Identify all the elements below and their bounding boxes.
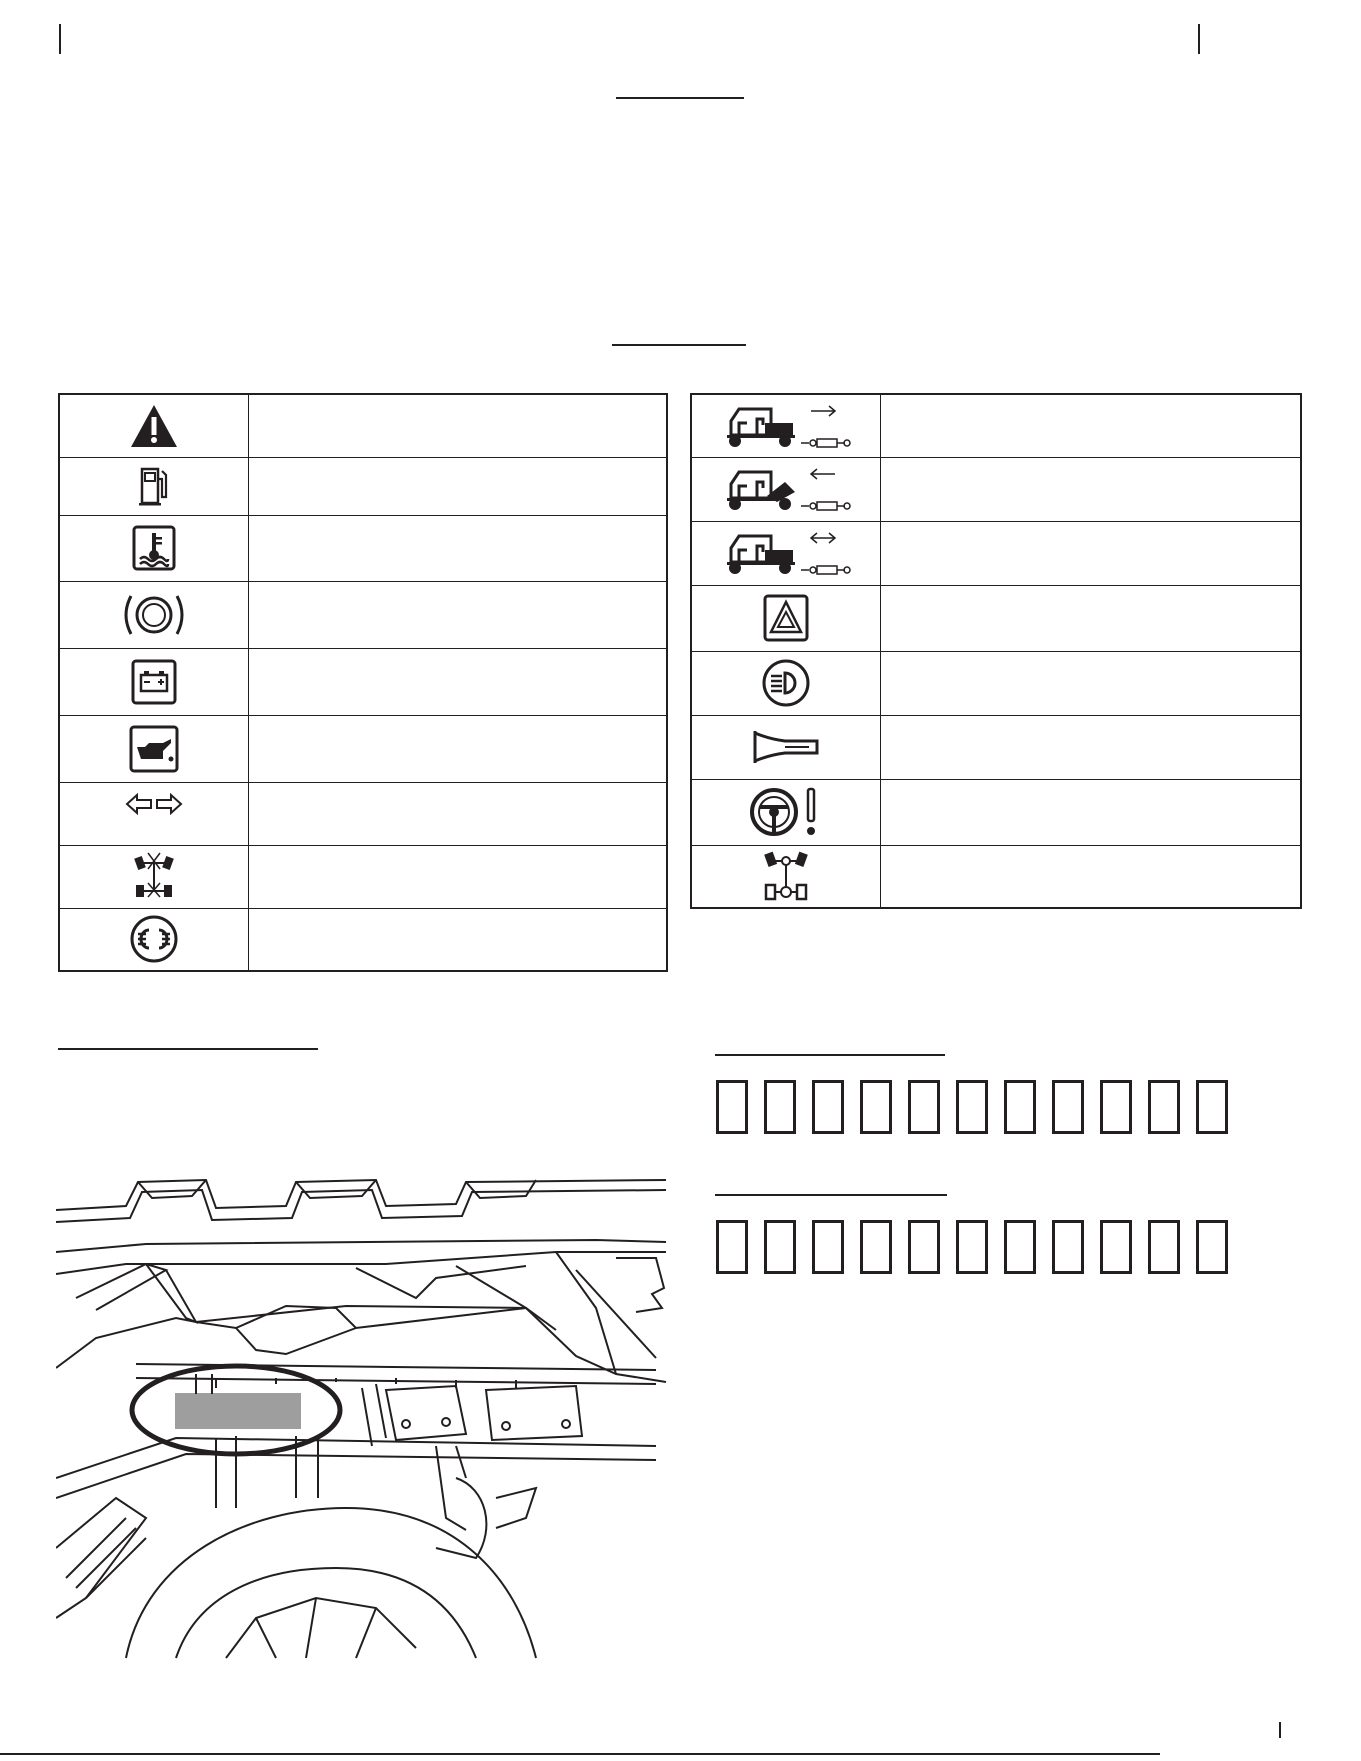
symbol-cell bbox=[691, 521, 881, 585]
hazard-icon bbox=[763, 594, 809, 642]
symbol-cell bbox=[59, 845, 249, 908]
symbol-cell bbox=[59, 394, 249, 457]
field-2-rule bbox=[715, 1194, 947, 1196]
field-1-char-boxes[interactable] bbox=[716, 1080, 1228, 1134]
table-row bbox=[59, 394, 667, 457]
char-box[interactable] bbox=[764, 1080, 796, 1134]
field-2-char-boxes[interactable] bbox=[716, 1220, 1228, 1274]
warning-icon bbox=[129, 403, 179, 449]
symbol-cell bbox=[691, 457, 881, 521]
char-box[interactable] bbox=[1100, 1220, 1132, 1274]
table-row bbox=[59, 515, 667, 581]
symbol-cell bbox=[59, 782, 249, 845]
symbol-label bbox=[881, 845, 1302, 908]
table-row bbox=[59, 581, 667, 648]
symbol-label bbox=[881, 521, 1302, 585]
header-title-rule bbox=[616, 97, 744, 99]
location-title-rule bbox=[58, 1048, 318, 1050]
crop-mark-top-left bbox=[59, 24, 61, 54]
section-title-rule bbox=[612, 344, 746, 346]
crop-mark-top-right bbox=[1198, 24, 1200, 54]
symbol-cell bbox=[691, 651, 881, 715]
symbol-cell bbox=[59, 648, 249, 715]
headlight-icon bbox=[129, 915, 179, 963]
table-row bbox=[59, 648, 667, 715]
horn-icon bbox=[751, 727, 821, 767]
symbol-label bbox=[249, 845, 668, 908]
symbol-label bbox=[249, 581, 668, 648]
table-row bbox=[691, 845, 1301, 908]
symbol-table-left bbox=[58, 393, 668, 972]
symbol-table-right bbox=[690, 393, 1302, 909]
table-row bbox=[59, 457, 667, 515]
symbol-cell bbox=[59, 515, 249, 581]
symbol-label bbox=[881, 651, 1302, 715]
symbol-label bbox=[881, 779, 1302, 845]
symbol-label bbox=[881, 457, 1302, 521]
char-box[interactable] bbox=[860, 1080, 892, 1134]
turn-signal-icon bbox=[125, 793, 183, 815]
char-box[interactable] bbox=[860, 1220, 892, 1274]
char-box[interactable] bbox=[812, 1220, 844, 1274]
dump-bed-lower-icon bbox=[721, 464, 851, 514]
table-row bbox=[59, 715, 667, 782]
char-box[interactable] bbox=[1196, 1080, 1228, 1134]
symbol-label bbox=[249, 715, 668, 782]
parking-brake-icon bbox=[119, 590, 189, 640]
differential-lock-icon bbox=[132, 851, 176, 903]
table-row bbox=[691, 651, 1301, 715]
char-box[interactable] bbox=[1148, 1220, 1180, 1274]
char-box[interactable] bbox=[956, 1080, 988, 1134]
symbol-label bbox=[249, 648, 668, 715]
char-box[interactable] bbox=[812, 1080, 844, 1134]
char-box[interactable] bbox=[716, 1080, 748, 1134]
four-wheel-drive-icon bbox=[762, 849, 810, 903]
char-box[interactable] bbox=[908, 1080, 940, 1134]
char-box[interactable] bbox=[1052, 1080, 1084, 1134]
symbol-label bbox=[249, 457, 668, 515]
oil-pressure-icon bbox=[129, 725, 179, 773]
field-1-rule bbox=[715, 1054, 945, 1056]
char-box[interactable] bbox=[1100, 1080, 1132, 1134]
table-row bbox=[691, 779, 1301, 845]
symbol-cell bbox=[59, 457, 249, 515]
char-box[interactable] bbox=[956, 1220, 988, 1274]
coolant-temperature-icon bbox=[132, 525, 176, 571]
char-box[interactable] bbox=[1004, 1220, 1036, 1274]
vehicle-underside-illustration bbox=[56, 1178, 672, 1660]
symbol-label bbox=[249, 782, 668, 845]
dump-bed-raise-lower-icon bbox=[721, 528, 851, 578]
table-row bbox=[691, 715, 1301, 779]
fuel-icon bbox=[136, 465, 172, 507]
symbol-cell bbox=[691, 845, 881, 908]
char-box[interactable] bbox=[1148, 1080, 1180, 1134]
char-box[interactable] bbox=[1196, 1220, 1228, 1274]
symbol-cell bbox=[59, 715, 249, 782]
bottom-rule bbox=[0, 1753, 1160, 1755]
high-beam-icon bbox=[761, 659, 811, 707]
dump-bed-raise-icon bbox=[721, 401, 851, 451]
table-row bbox=[59, 782, 667, 845]
table-row bbox=[59, 908, 667, 971]
symbol-cell bbox=[59, 908, 249, 971]
symbol-cell bbox=[691, 715, 881, 779]
table-row bbox=[691, 521, 1301, 585]
symbol-cell bbox=[691, 394, 881, 457]
char-box[interactable] bbox=[716, 1220, 748, 1274]
symbol-cell bbox=[59, 581, 249, 648]
symbol-label bbox=[249, 515, 668, 581]
char-box[interactable] bbox=[1004, 1080, 1036, 1134]
table-row bbox=[59, 845, 667, 908]
table-row bbox=[691, 394, 1301, 457]
symbol-cell bbox=[691, 585, 881, 651]
symbol-label bbox=[881, 715, 1302, 779]
table-row bbox=[691, 457, 1301, 521]
power-steering-warning-icon bbox=[748, 785, 824, 839]
char-box[interactable] bbox=[764, 1220, 796, 1274]
char-box[interactable] bbox=[908, 1220, 940, 1274]
battery-icon bbox=[131, 659, 177, 705]
symbol-cell bbox=[691, 779, 881, 845]
symbol-label bbox=[881, 585, 1302, 651]
symbol-label bbox=[249, 394, 668, 457]
table-row bbox=[691, 585, 1301, 651]
symbol-label bbox=[249, 908, 668, 971]
char-box[interactable] bbox=[1052, 1220, 1084, 1274]
symbol-label bbox=[881, 394, 1302, 457]
crop-mark-bottom-right bbox=[1279, 1722, 1281, 1738]
